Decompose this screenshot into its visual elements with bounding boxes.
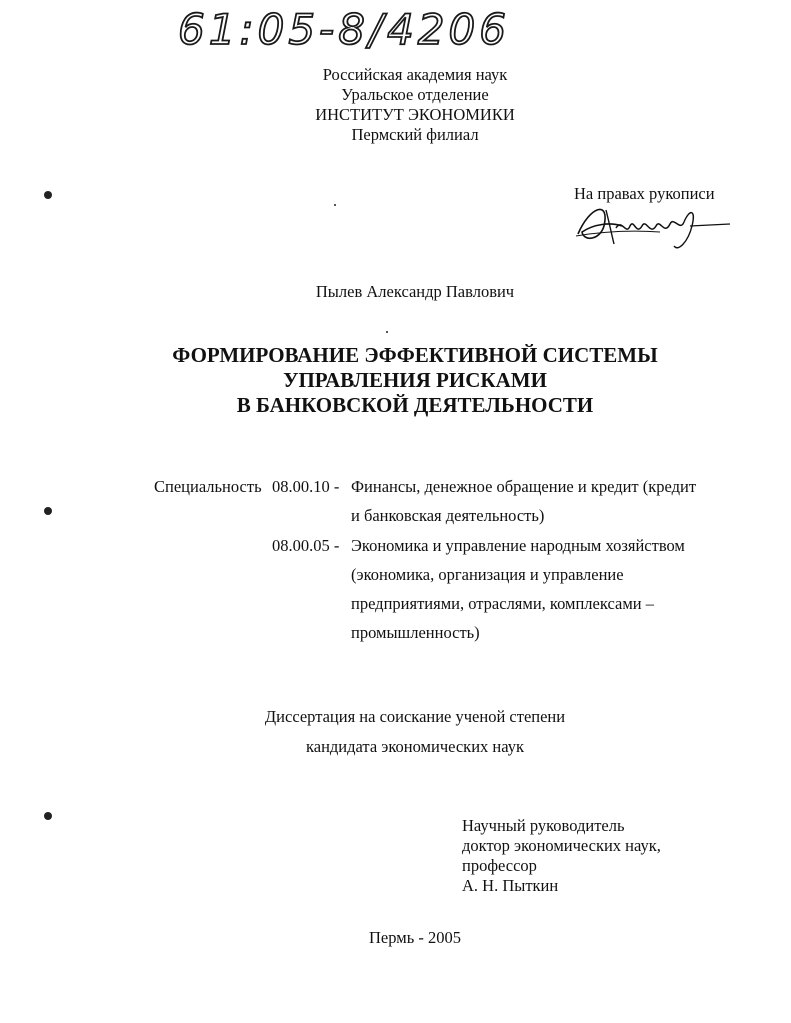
city-year: Пермь - 2005 [369,928,461,947]
handwritten-archive-number-text: 61:05-8/4206 [178,5,510,54]
supervisor-degree: доктор экономических наук, [462,836,661,855]
specialty-code-1: 08.00.10 - [272,477,340,496]
scan-speck [334,204,336,206]
manuscript-rights: На правах рукописи [574,184,715,203]
org-filial: Пермский филиал [351,125,479,144]
title-line-3: В БАНКОВСКОЙ ДЕЯТЕЛЬНОСТИ [236,393,594,417]
dissertation-degree [200,702,630,762]
supervisor-block [462,816,661,896]
scan-speck [44,191,52,199]
title-line-1: ФОРМИРОВАНИЕ ЭФФЕКТИВНОЙ СИСТЕМЫ [172,343,658,367]
specialty-2-line-2: (экономика, организация и управление [351,565,624,584]
org-institute: ИНСТИТУТ ЭКОНОМИКИ [315,105,515,124]
title-line-2: УПРАВЛЕНИЯ РИСКАМИ [283,368,547,392]
org-branch: Уральское отделение [341,85,489,104]
supervisor-name: А. Н. Пыткин [462,876,559,895]
degree-line-2: кандидата экономических наук [305,737,524,756]
scan-speck [44,507,52,515]
supervisor-role: Научный руководитель [462,816,625,835]
author-name: Пылев Александр Павлович [315,282,515,301]
organization-block [200,65,630,145]
handwritten-signature [570,196,735,256]
scan-speck [44,812,52,820]
specialty-2-line-4: промышленность) [351,623,480,642]
specialty-2-line-3: предприятиями, отраслями, комплексами – [351,594,654,613]
specialty-label: Специальность [154,477,262,496]
handwritten-archive-number [178,0,598,58]
specialty-1-line-2: и банковская деятельность) [351,506,545,525]
scan-speck [386,331,388,333]
org-academy: Российская академия наук [322,65,508,84]
supervisor-title: профессор [462,856,537,875]
specialty-code-2: 08.00.05 - [272,536,340,555]
specialty-1-line-1: Финансы, денежное обращение и кредит (кредит [351,477,697,496]
specialty-2-line-1: Экономика и управление народным хозяйством [351,536,685,555]
dissertation-title [100,343,730,418]
degree-line-1: Диссертация на соискание ученой степени [264,707,566,726]
